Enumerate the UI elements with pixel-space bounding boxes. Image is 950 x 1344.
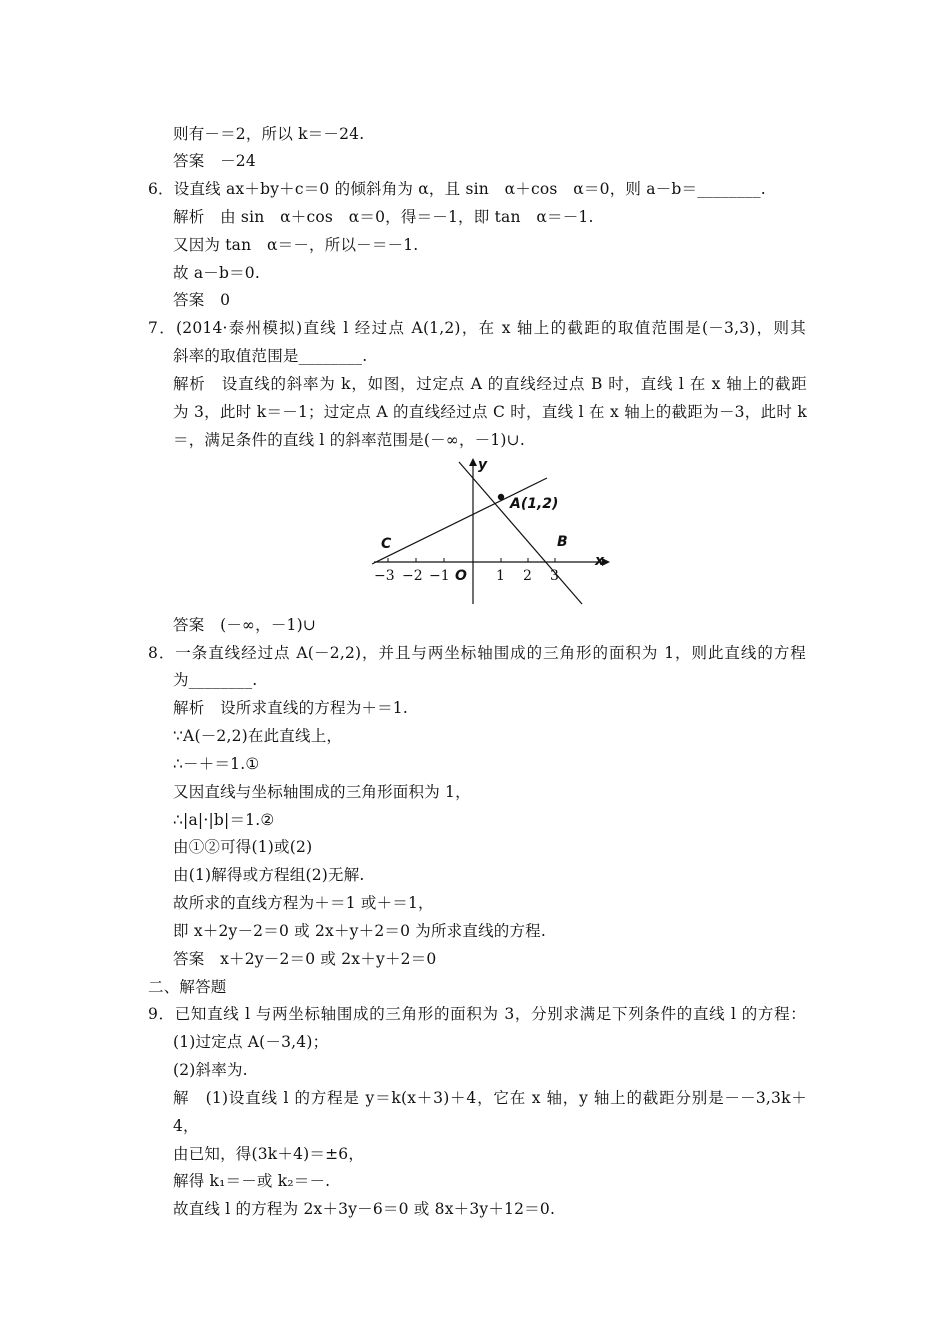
text-line: 解析 由 sin α＋cos α＝0，得＝－1，即 tan α＝－1. (173, 208, 594, 226)
question-6: 6．设直线 ax＋by＋c＝0 的倾斜角为 α，且 sin α＋cos α＝0，则 a－b＝________. (148, 180, 766, 198)
question-7: 7．(2014·泰州模拟)直线 l 经过点 A(1,2)，在 x 轴上的截距的取值范围是(－3,3)，则其 (148, 319, 806, 337)
text-line: 解析 设所求直线的方程为＋＝1. (173, 699, 408, 717)
point-a (498, 494, 504, 500)
text-line: 解析 设直线的斜率为 k，如图，过定点 A 的直线经过点 B 时，直线 l 在 x 轴上的截距 (173, 375, 807, 393)
question-9: 9．已知直线 l 与两坐标轴围成的三角形的面积为 3，分别求满足下列条件的直线 l 的方程： (148, 1005, 806, 1023)
text-line: 故直线 l 的方程为 2x＋3y－6＝0 或 8x＋3y＋12＝0. (173, 1200, 556, 1218)
text-line: 故所求的直线方程为＋＝1 或＋＝1， (173, 894, 434, 912)
y-axis-label: y (478, 457, 488, 473)
text-line: 解 (1)设直线 l 的方程是 y＝k(x＋3)＋4，它在 x 轴，y 轴上的截距分别是－－3,3k＋ (173, 1089, 807, 1107)
text-line: 由①②可得(1)或(2) (173, 838, 313, 856)
answer-line: 答案 (－∞，－1)∪ (173, 616, 317, 634)
origin-label: O (455, 568, 467, 584)
text-line: 4， (173, 1117, 199, 1135)
text-line: 又因为 tan α＝－，所以－＝－1. (173, 236, 419, 254)
text-line: 由已知，得(3k＋4)＝±6， (173, 1145, 365, 1163)
answer-line: 答案 x＋2y－2＝0 或 2x＋y＋2＝0 (173, 950, 437, 968)
x-axis-label: x (595, 553, 605, 569)
text-line: ∴－＋＝1.① (173, 755, 260, 773)
answer-line: 答案 －24 (173, 152, 256, 170)
text-line: 又因直线与坐标轴围成的三角形面积为 1， (173, 783, 471, 801)
text-line: 为 3，此时 k＝－1；过定点 A 的直线经过点 C 时，直线 l 在 x 轴上的截距为－3，此时 k (173, 403, 807, 421)
question-8: 8．一条直线经过点 A(－2,2)，并且与两坐标轴围成的三角形的面积为 1，则此直线的方程 (148, 644, 806, 662)
text-line: ∵A(－2,2)在此直线上， (173, 727, 343, 745)
text-line: 由(1)解得或方程组(2)无解. (173, 866, 365, 884)
point-b-label: B (557, 534, 568, 550)
line-ab (459, 462, 582, 604)
answer-line: 答案 0 (173, 291, 231, 309)
tick-label: −2 (402, 568, 423, 584)
text-line: ∴|a|·|b|＝1.② (173, 811, 275, 829)
section-heading: 二、解答题 (148, 978, 227, 996)
tick-label: 1 (496, 568, 505, 584)
y-axis-arrow (469, 458, 477, 466)
text-line: (1)过定点 A(－3,4)； (173, 1033, 329, 1051)
line-ac (372, 478, 547, 564)
text-line: 解得 k₁＝－或 k₂＝－. (173, 1172, 331, 1190)
text-line: 为________. (173, 671, 258, 689)
tick-label: −1 (429, 568, 450, 584)
tick-label: 2 (523, 568, 532, 584)
text-line: 即 x＋2y－2＝0 或 2x＋y＋2＝0 为所求直线的方程. (173, 922, 547, 940)
point-a-label: A(1,2) (510, 496, 559, 512)
point-c-label: C (381, 536, 392, 552)
text-line: ＝，满足条件的直线 l 的斜率范围是(－∞，－1)∪. (173, 431, 525, 449)
text-line: 则有－＝2，所以 k＝－24. (173, 125, 365, 143)
tick-label: −3 (374, 568, 395, 584)
coordinate-figure (362, 454, 612, 606)
text-line: 故 a－b＝0. (173, 264, 260, 282)
text-line: (2)斜率为. (173, 1061, 248, 1079)
tick-label: 3 (550, 568, 559, 584)
text-line: 斜率的取值范围是________. (173, 347, 368, 365)
